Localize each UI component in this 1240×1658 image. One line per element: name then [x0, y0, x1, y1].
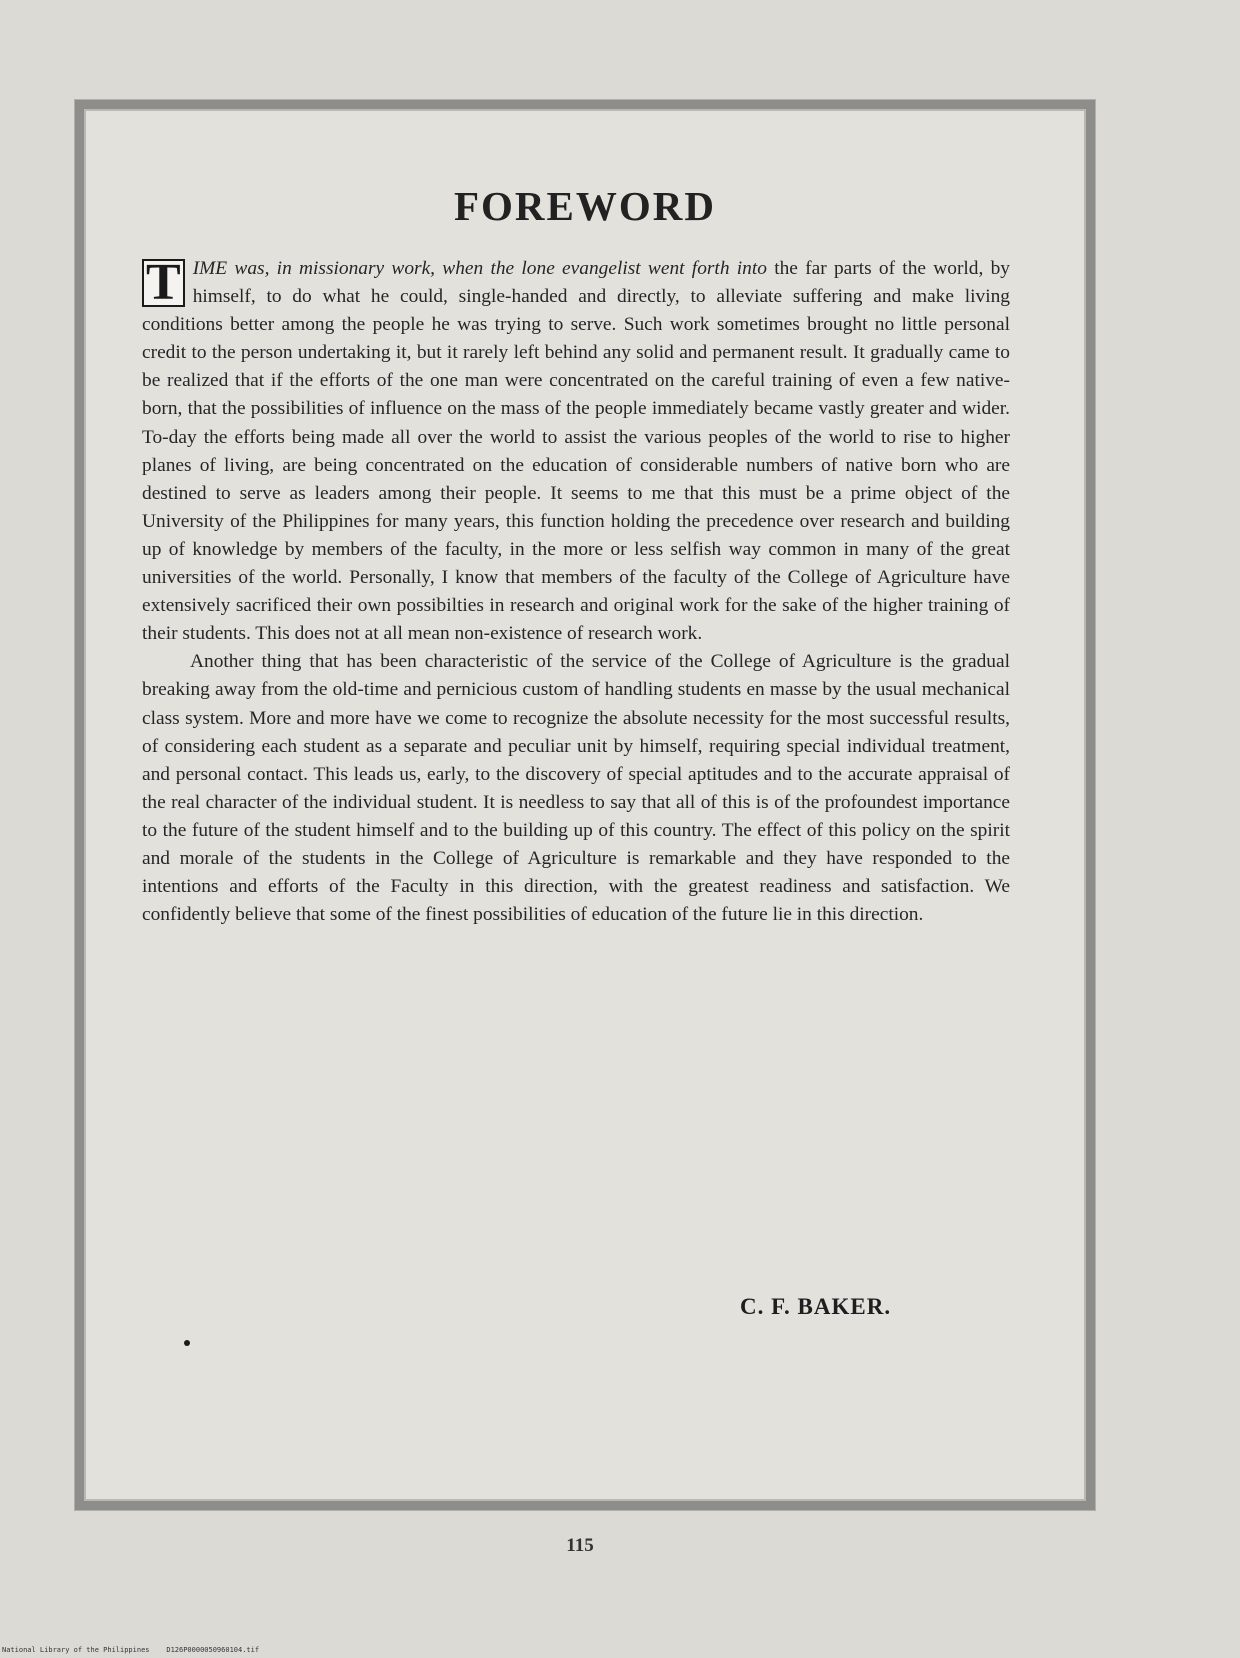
- drop-cap-letter: T: [142, 259, 185, 307]
- scan-source-caption: National Library of the Philippines D126P0000050960104.tif: [2, 1646, 260, 1654]
- paragraph-1-text: the far parts of the world, by himself, to do what he could, single-handed and directly, to alleviate suffering and make living conditions better among the people he was trying to serve. Such work sometimes brought no little personal credit to the person undertaking it, but it rarely left behind any solid and permanent result. It gradually came to be realized that if the efforts of the one man were concentrated on the careful training of even a few native-born, that the possibilities of influence on the mass of the people immediately became vastly greater and wider. To-day the efforts being made all over the world to assist the various peoples of the world to rise to higher planes of living, are being concentrated on the education of considerable numbers of native born who are destined to serve as leaders among their people. It seems to me that this must be a prime object of the University of the Philippines for many years, this function holding the precedence over research and building up of knowledge by members of the faculty, in the more or less selfish way common in many of the great universities of the world. Personally, I know that members of the faculty of the College of Agriculture have extensively sacrificed their own possibilties in research and original work for the sake of the higher training of their students. This does not at all mean non-existence of research work.: [142, 258, 1010, 645]
- page-number: 115: [566, 1535, 594, 1556]
- paragraph-1-lead: IME was, in missionary work, when the lone evangelist went forth into: [192, 258, 767, 279]
- author-signature: C. F. BAKER.: [740, 1294, 892, 1319]
- paragraph-1: [142, 255, 1010, 648]
- foreword-body: [142, 255, 1010, 929]
- stray-mark: [184, 1340, 190, 1346]
- page-title: FOREWORD: [454, 183, 716, 229]
- paragraph-2: Another thing that has been characteristic of the service of the College of Agriculture is the gradual breaking away from the old-time and pernicious custom of handling students en masse by the usual mechanical class system. More and more have we come to recognize the absolute necessity for the most successful results, of considering each student as a separate and peculiar unit by himself, requiring special individual treatment, and personal contact. This leads us, early, to the discovery of special aptitudes and to the accurate appraisal of the real character of the individual student. It is needless to say that all of this is of the profoundest importance to the future of the student himself and to the building up of this country. The effect of this policy on the spirit and morale of the students in the College of Agriculture is remarkable and they have responded to the intentions and efforts of the Faculty in this direction, with the greatest readiness and satisfaction. We confidently believe that some of the finest possibilities of education of the future lie in this direction.: [142, 651, 1010, 926]
